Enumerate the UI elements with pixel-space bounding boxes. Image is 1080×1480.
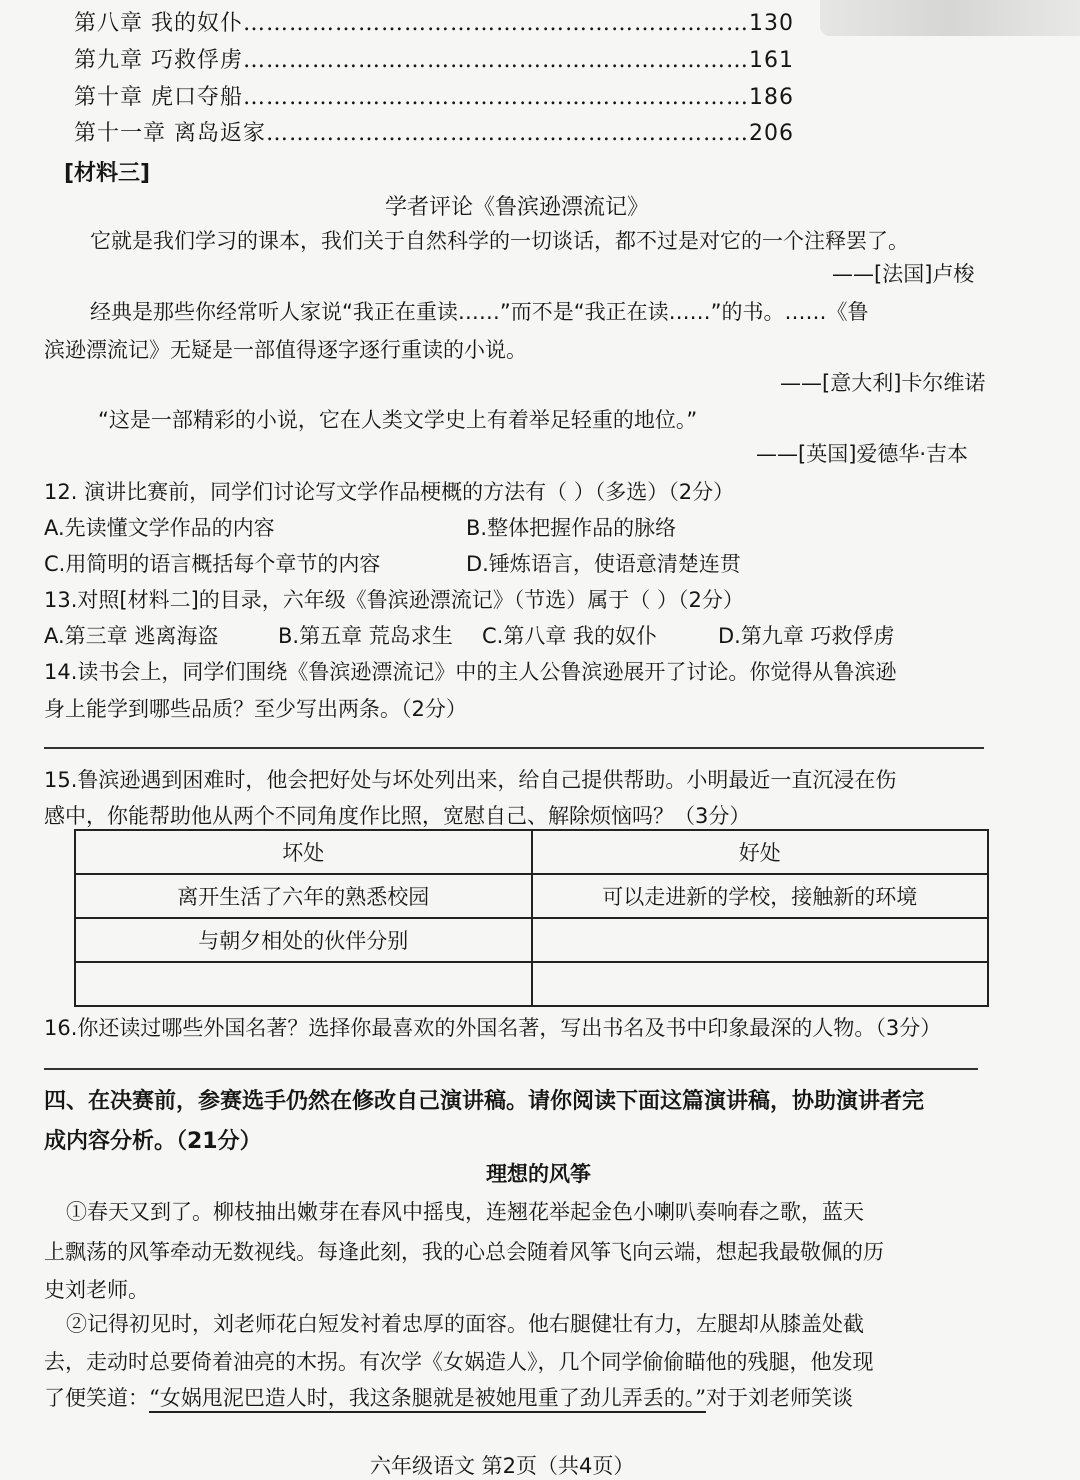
table-row — [75, 918, 988, 962]
essay-p1-line3: 史刘老师。 — [44, 1278, 149, 1302]
q15-line1: 15.鲁滨逊遇到困难时，他会把好处与坏处列出来，给自己提供帮助。小明最近一直沉浸在伤 — [44, 768, 897, 792]
essay-p1-line2: 上飘荡的风筝牵动无数视线。每逢此刻，我的心总会随着风筝飞向云端，想起我最敬佩的历 — [44, 1240, 884, 1264]
q13-option-d: D.第九章 巧救俘虏 — [718, 624, 895, 648]
cell-good-answer[interactable] — [532, 918, 989, 962]
header-good: 好处 — [532, 830, 989, 874]
cell-good-answer[interactable] — [532, 962, 989, 1006]
material3-label: [材料三] — [64, 161, 151, 186]
quote-rousseau: 它就是我们学习的课本，我们关于自然科学的一切谈话，都不过是对它的一个注释罢了。 — [90, 229, 909, 253]
toc-item: 第十章 虎口夺船…………………………………………………………186 — [74, 85, 794, 110]
toc-item: 第八章 我的奴仆…………………………………………………………130 — [74, 11, 794, 36]
q14-answer-line[interactable] — [44, 747, 984, 749]
cell-good: 可以走进新的学校，接触新的环境 — [532, 874, 989, 918]
q14-line1: 14.读书会上，同学们围绕《鲁滨逊漂流记》中的主人公鲁滨逊展开了讨论。你觉得从鲁滨逊 — [44, 660, 897, 684]
cell-bad: 离开生活了六年的熟悉校园 — [75, 874, 532, 918]
cell-bad: 与朝夕相处的伙伴分别 — [75, 918, 532, 962]
essay-p1-line1: ①春天又到了。柳枝抽出嫩芽在春风中摇曳，连翘花举起金色小喇叭奏响春之歌，蓝天 — [66, 1200, 864, 1224]
q12-option-b: B.整体把握作品的脉络 — [466, 516, 677, 540]
section4-heading-line2: 成内容分析。（21分） — [44, 1129, 262, 1154]
toc-item: 第九章 巧救俘虏…………………………………………………………161 — [74, 48, 794, 73]
q13-option-c: C.第八章 我的奴仆 — [482, 624, 658, 648]
table-row — [75, 874, 988, 918]
q12-stem: 12. 演讲比赛前，同学们讨论写文学作品梗概的方法有（ ）（多选）（2分） — [44, 480, 735, 504]
quote-calvino-line1: 经典是那些你经常听人家说“我正在重读……”而不是“我正在读……”的书。……《鲁 — [90, 300, 869, 324]
q12-option-c: C.用简明的语言概括每个章节的内容 — [44, 552, 381, 576]
q16-answer-line[interactable] — [44, 1068, 978, 1070]
q15-line2: 感中，你能帮助他从两个不同角度作比照，宽慰自己、解除烦恼吗？（3分） — [44, 804, 751, 828]
essay-p2-line1: ②记得初见时，刘老师花白短发衬着忠厚的面容。他右腿健壮有力，左腿却从膝盖处截 — [66, 1312, 864, 1336]
attribution-calvino: ——[意大利]卡尔维诺 — [780, 371, 986, 395]
quote-calvino-line2: 滨逊漂流记》无疑是一部值得逐字逐行重读的小说。 — [44, 338, 527, 362]
toc-item: 第十一章 离岛返家………………………………………………………206 — [74, 121, 794, 146]
section4-heading-line1: 四、在决赛前，参赛选手仍然在修改自己演讲稿。请你阅读下面这篇演讲稿，协助演讲者完 — [44, 1089, 925, 1114]
essay-p2-line2: 去，走动时总要倚着油亮的木拐。有次学《女娲造人》，几个同学偷偷瞄他的残腿，他发现 — [44, 1350, 874, 1374]
essay-p2-line3: 了便笑道：“女娲甩泥巴造人时，我这条腿就是被她甩重了劲儿弄丢的。”对于刘老师笑谈 — [44, 1382, 853, 1412]
q14-line2: 身上能学到哪些品质？至少写出两条。（2分） — [44, 697, 467, 721]
attribution-gibbon: ——[英国]爱德华·吉本 — [756, 442, 969, 466]
cell-bad-answer[interactable] — [75, 962, 532, 1006]
material3-title: 学者评论《鲁滨逊漂流记》 — [385, 195, 650, 220]
q12-option-a: A.先读懂文学作品的内容 — [44, 516, 275, 540]
page-footer: 六年级语文 第2页（共4页） — [370, 1454, 635, 1478]
q13-stem: 13.对照[材料二]的目录，六年级《鲁滨逊漂流记》（节选）属于（ ）（2分） — [44, 588, 744, 612]
essay-title: 理想的风筝 — [486, 1162, 591, 1186]
attribution-rousseau: ——[法国]卢梭 — [832, 262, 975, 286]
quote-gibbon: “这是一部精彩的小说，它在人类文学史上有着举足轻重的地位。” — [98, 408, 698, 432]
q16-text: 16.你还读过哪些外国名著？选择你最喜欢的外国名著，写出书名及书中印象最深的人物。（3分） — [44, 1016, 942, 1040]
q13-option-b: B.第五章 荒岛求生 — [278, 624, 453, 648]
header-bad: 坏处 — [75, 830, 532, 874]
q13-option-a: A.第三章 逃离海盗 — [44, 624, 219, 648]
q12-option-d: D.锤炼语言，使语意清楚连贯 — [466, 552, 741, 576]
table-row — [75, 962, 988, 1006]
photo-glare — [820, 0, 1080, 36]
pros-cons-table — [74, 829, 989, 1007]
underlined-quote: “女娲甩泥巴造人时，我这条腿就是被她甩重了劲儿弄丢的。” — [149, 1386, 706, 1413]
